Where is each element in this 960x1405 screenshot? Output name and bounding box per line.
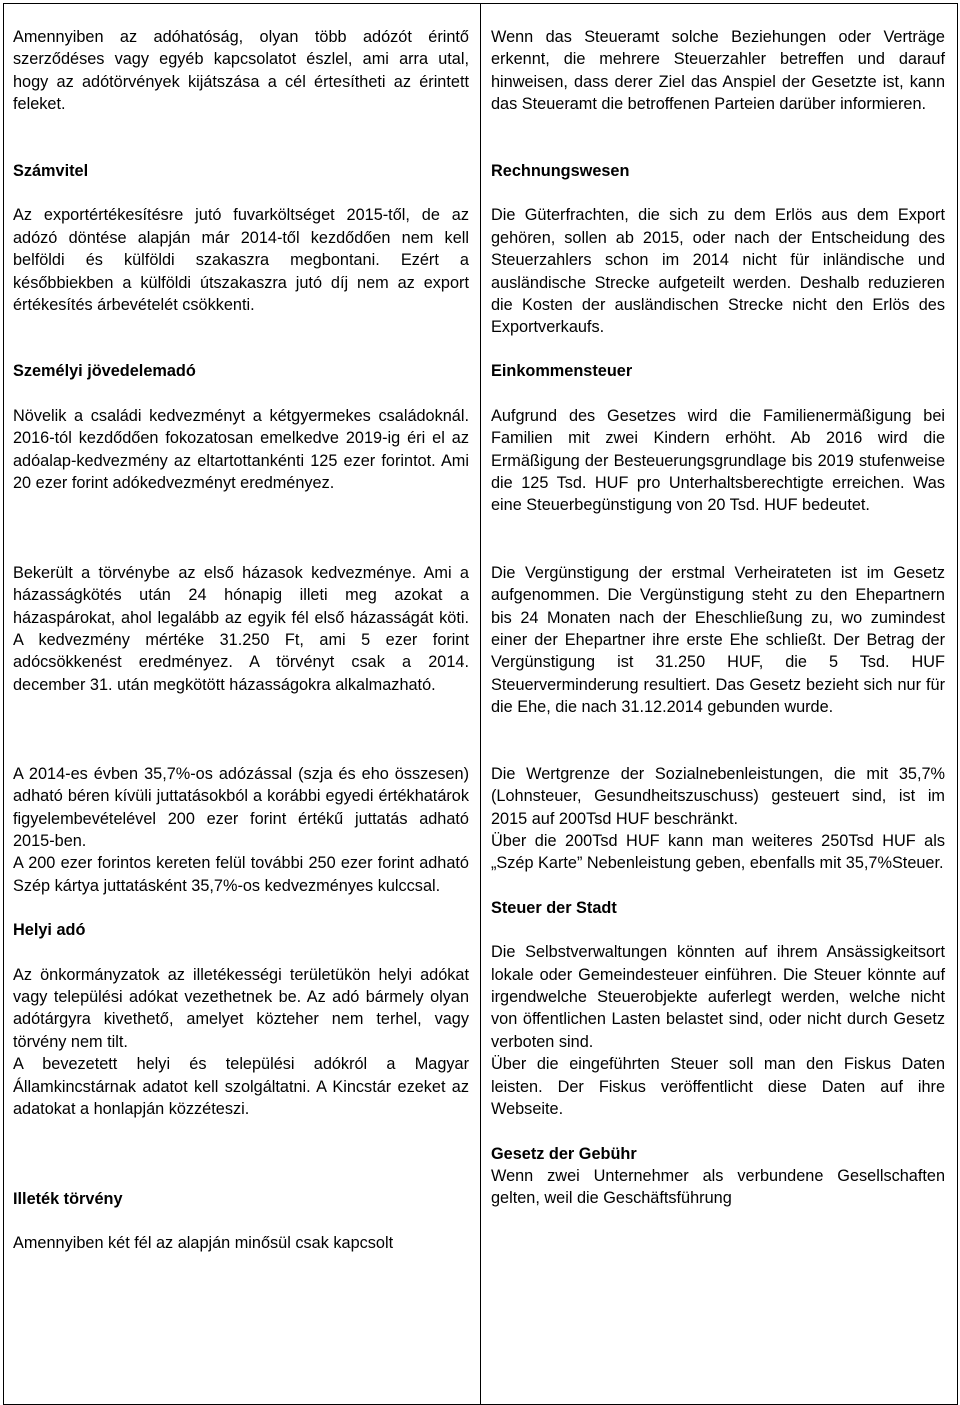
de-duty-heading: Gesetz der Gebühr (491, 1144, 637, 1163)
hu-intro-paragraph: Amennyiben az adóhatóság, olyan több adózót érintő szerződéses vagy egyéb kapcsolatot észlel, ami arra utal, hogy az adótörvények kijátszása a cél értesítheti az érintett feleket. (13, 28, 469, 114)
hu-accounting-paragraph: Az exportértékesítésre jutó fuvarköltséget 2015-től, de az adózó döntése alapján már 2014-től kezdődően nem kell belföldi és külföldi szakaszra megbontani. Ezért a későbbiekben a külföldi útszakaszra jutó díj nem az export értékesítés árbevételét csökkenti. (13, 206, 469, 315)
hu-pit-paragraph-newlyweds: Bekerült a törvénybe az első házasok kedvezménye. Ami a házasságkötés után 24 hónapig illeti meg azokat a házaspárokat, ahol legalább az egyik fél első házasságát köti. A kedvezmény mértéke 31.250 Ft, ami 5 ezer forint adócsökkenést eredményez. A törvényt csak a 2014. december 31. után megkötött házasságokra alkalmazható. (13, 563, 469, 694)
de-pit-paragraph-szep-card: Über die 200Tsd HUF kann man weiteres 250Tsd HUF als „Szép Karte” Nebenleistung geben, ebenfalls mit 35,7%Steuer. (491, 832, 945, 873)
hu-local-tax-paragraph-2: A bevezetett helyi és települési adókról a Magyar Államkincstárnak adatot kell szolgáltatni. A Kincstár ezeket az adatokat a honlapján közzéteszi. (13, 1055, 469, 1119)
de-local-tax-paragraph-2: Über die eingeführten Steuer soll man den Fiskus Daten leisten. Der Fiskus veröffentlicht diese Daten auf ihre Webseite. (491, 1055, 945, 1119)
de-intro-paragraph: Wenn das Steueramt solche Beziehungen oder Verträge erkennt, die mehrere Steuerzahler betreffen und darauf hinweisen, dass derer Ziel das Anspiel der Gesetzte ist, kann das Steueramt die betroffenen Parteien darüber informieren. (491, 28, 945, 114)
hu-local-tax-heading: Helyi adó (13, 921, 86, 940)
de-duty-paragraph: Wenn zwei Unternehmer als verbundene Gesellschaften gelten, weil die Geschäftsführung (491, 1166, 945, 1208)
de-accounting-paragraph: Die Güterfrachten, die sich zu dem Erlös aus dem Export gehören, sollen ab 2015, oder nach der Entscheidung des Steuerzahlers schon im 2014 nicht für inländische und ausländische Strecke aufgeteilt werden. Deshalb reduzieren die Kosten der ausländischen Strecke nicht den Erlös des Exportverkaufs. (491, 206, 945, 337)
hu-pit-paragraph-benefits: A 2014-es évben 35,7%-os adózással (szja és eho összesen) adható béren kívüli juttatásokból a korábbi egyedi értékhatárok figyelembevételével 200 ezer forint értékű juttatás adható 2015-ben. (13, 764, 469, 851)
hu-local-tax-paragraph-1: Az önkormányzatok az illetékességi területükön helyi adókat vagy települési adókat vezethetnek be. Az adó bármely olyan adótárgyra kivethető, amelyet közteher nem terhel, vagy törvény nem tilt. (13, 965, 469, 1051)
de-local-tax-heading: Steuer der Stadt (491, 898, 617, 917)
de-pit-heading: Einkommensteuer (491, 362, 633, 381)
hungarian-column (4, 4, 481, 1405)
de-local-tax-paragraph-1: Die Selbstverwaltungen könnten auf ihrem Ansässigkeitsort lokale oder Gemeindesteuer einführen. Die Steuer könnte auf irgendwelche Steuerobjekte auferlegt werden, welche nicht von öffentlichen Lasten belastet sind, oder nicht durch Gesetz verboten sind. (491, 943, 945, 1051)
hu-pit-paragraph-szep-card: A 200 ezer forintos kereten felül további 250 ezer forint adható Szép kártya juttatásként 35,7%-os kedvezményes kulccsal. (13, 854, 469, 895)
german-column (481, 4, 958, 1405)
de-pit-paragraph-benefits: Die Wertgrenze der Sozialnebenleistungen, die mit 35,7% (Lohnsteuer, Gesundheitszuschuss) gesteuert sind, ist im 2015 auf 200Tsd HUF beschränkt. (491, 764, 945, 828)
table-row (4, 4, 958, 1405)
de-pit-paragraph-newlyweds: Die Vergünstigung der erstmal Verheirateten ist im Gesetz aufgenommen. Die Vergünstigung steht zu den Ehepartnern bis 24 Monaten nach der Eheschließung zu, wo zumindest einer der Ehepartner ihre erste Ehe schließt. Der Betrag der Vergünstigung ist 31.250 HUF, die 5 Tsd. HUF Steuerverminderung resultiert. Das Gesetz bezieht sich nur für die Ehe, die nach 31.12.2014 gebunden wurde. (491, 563, 945, 717)
de-pit-paragraph-family: Aufgrund des Gesetzes wird die Familienermäßigung bei Familien mit zwei Kindern erhöht. Ab 2016 wird die Ermäßigung der Besteuerungsgrundlage bis 2019 stufenweise die 125 Tsd. HUF pro Unterhaltsberechtigte erreichen. Was eine Steuerbegünstigung von 20 Tsd. HUF bedeutet. (491, 406, 945, 515)
hu-pit-heading: Személyi jövedelemadó (13, 362, 196, 381)
hu-duty-paragraph: Amennyiben két fél az alapján minősül csak kapcsolt (13, 1233, 394, 1252)
hu-accounting-heading: Számvitel (13, 162, 89, 180)
hu-duty-heading: Illeték törvény (13, 1189, 123, 1208)
bilingual-table (3, 3, 958, 1405)
hu-pit-paragraph-family: Növelik a családi kedvezményt a kétgyermekes családoknál. 2016-tól kezdődően fokozatosan emelkedve 2019-ig éri el az adóalap-kedvezmény az eltartottankénti 125 ezer forintot. Ami 20 ezer forint adókedvezményt eredményez. (13, 406, 469, 493)
de-accounting-heading: Rechnungswesen (491, 162, 630, 180)
